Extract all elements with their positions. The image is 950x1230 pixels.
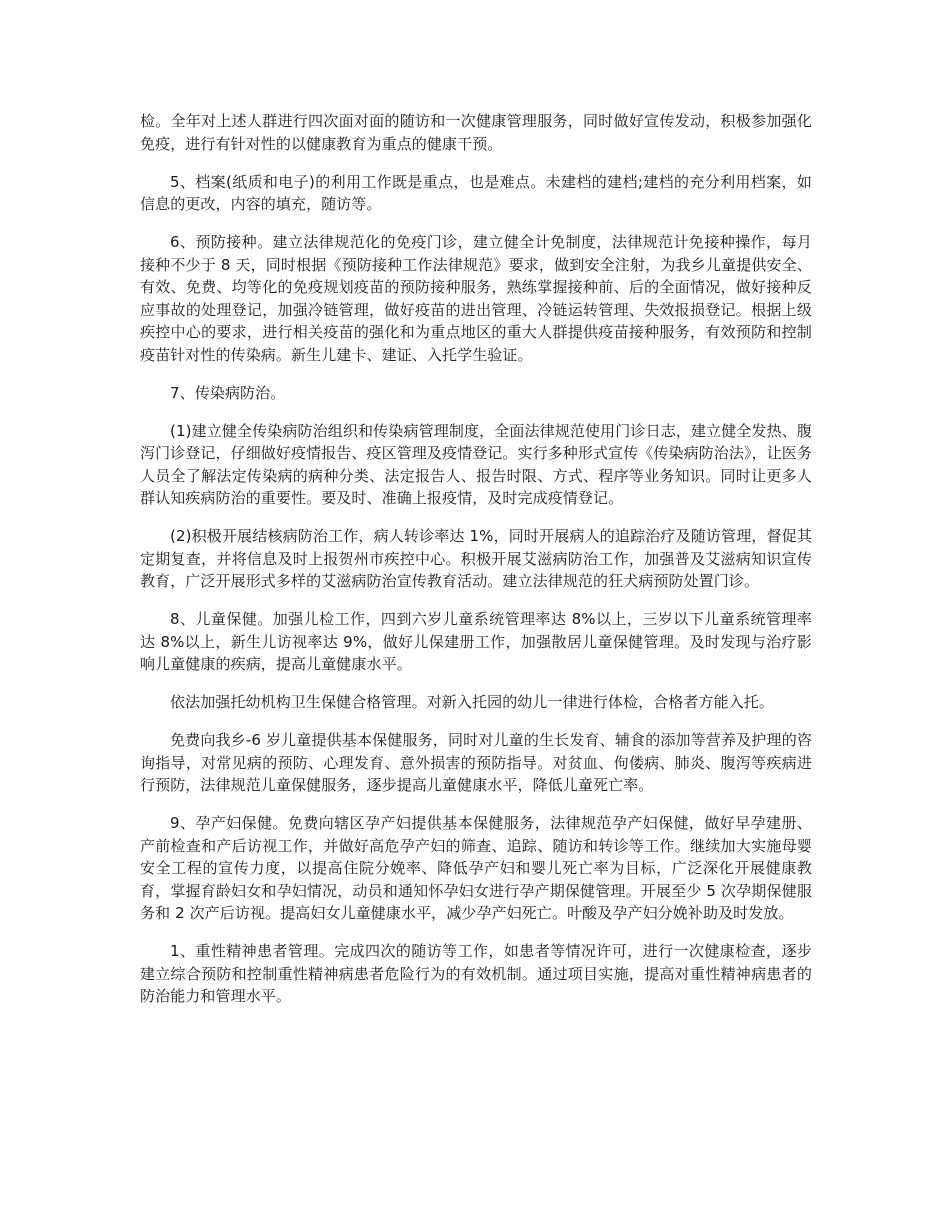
paragraph-mental-health: 1、重性精神患者管理。完成四次的随访等工作，如患者等情况许可，进行一次健康检查，逐步建立综合预防和控制重性精神病患者危险行为的有效机制。通过项目实施，提高对重性精神病患者的防治能力和管理水平。 (140, 942, 812, 1005)
document-body (140, 110, 812, 1023)
paragraph-child-health: 8、儿童保健。加强儿检工作，四到六岁儿童系统管理率达 8%以上，三岁以下儿童系统管理率达 8%以上，新生儿访视率达 9%，做好儿保建册工作，加强散居儿童保健管理。及时发现与治疗影响儿童健康的疾病，提高儿童健康水平。 (140, 610, 812, 673)
paragraph-infectious-disease-1: (1)建立健全传染病防治组织和传染病管理制度，全面法律规范使用门诊日志，建立健全发热、腹泻门诊登记，仔细做好疫情报告、疫区管理及疫情登记。实行多种形式宣传《传染病防治法》，让医务人员全了解法定传染病的病种分类、法定报告人、报告时限、方式、程序等业务知识。同时让更多人群认知疾病防治的重要性。要及时、准确上报疫情，及时完成疫情登记。 (140, 421, 813, 507)
paragraph-maternal-health: 9、孕产妇保健。免费向辖区孕产妇提供基本保健服务，法律规范孕产妇保健，做好早孕建册、产前检查和产后访视工作，并做好高危孕产妇的筛查、追踪、随访和转诊等工作。继续加大实施母婴安全工程的宣传力度，以提高住院分娩率、降低孕产妇和婴儿死亡率为目标，广泛深化开展健康教育，掌握育龄妇女和孕妇情况，动员和通知怀孕妇女进行孕产期保健管理。开展至少 5 次孕期保健服务和 2 次产后访视。提高妇女儿童健康水平，减少孕产妇死亡。叶酸及孕产妇分娩补助及时发放。 (140, 814, 812, 922)
paragraph-vaccination: 6、预防接种。建立法律规范化的免疫门诊，建立健全计免制度，法律规范计免接种操作，每月接种不少于 8 天，同时根据《预防接种工作法律规范》要求，做到安全注射，为我乡儿童提供安全、有效、免费、均等化的免疫规划疫苗的预防接种服务，熟练掌握接种前、后的全面情况，做好接种反应事故的处理登记，加强冷链管理，做好疫苗的进出管理、冷链运转管理、失效报损登记。根据上级疾控中心的要求，进行相关疫苗的强化和为重点地区的重大人群提供疫苗接种服务，有效预防和控制疫苗针对性的传染病。新生儿建卡、建证、入托学生验证。 (140, 233, 812, 364)
paragraph-infectious-disease-heading: 7、传染病防治。 (170, 383, 286, 402)
paragraph-archive-utilization: 5、档案(纸质和电子)的利用工作既是重点，也是难点。未建档的建档;建档的充分利用档案，如信息的更改，内容的填充，随访等。 (140, 172, 812, 213)
paragraph-1-continuation: 检。全年对上述人群进行四次面对面的随访和一次健康管理服务，同时做好宣传发动，积极参加强化免疫，进行有针对性的以健康教育为重点的健康干预。 (140, 112, 812, 153)
paragraph-infectious-disease-2: (2)积极开展结核病防治工作，病人转诊率达 1%，同时开展病人的追踪治疗及随访管理，督促其定期复查，并将信息及时上报贺州市疾控中心。积极开展艾滋病防治工作，加强普及艾滋病知识宣传教育，广泛开展形式多样的艾滋病防治宣传教育活动。建立法律规范的狂犬病预防处置门诊。 (140, 527, 812, 590)
paragraph-kindergarten-health: 依法加强托幼机构卫生保健合格管理。对新入托园的幼儿一律进行体检，合格者方能入托。 (170, 693, 775, 711)
paragraph-child-services: 免费向我乡-6 岁儿童提供基本保健服务，同时对儿童的生长发育、辅食的添加等营养及护理的咨询指导，对常见病的预防、心理发育、意外损害的预防指导。对贫血、佝偻病、肺炎、腹泻等疾病进行预防，法律规范儿童保健服务，逐步提高儿童健康水平，降低儿童死亡率。 (140, 731, 812, 794)
